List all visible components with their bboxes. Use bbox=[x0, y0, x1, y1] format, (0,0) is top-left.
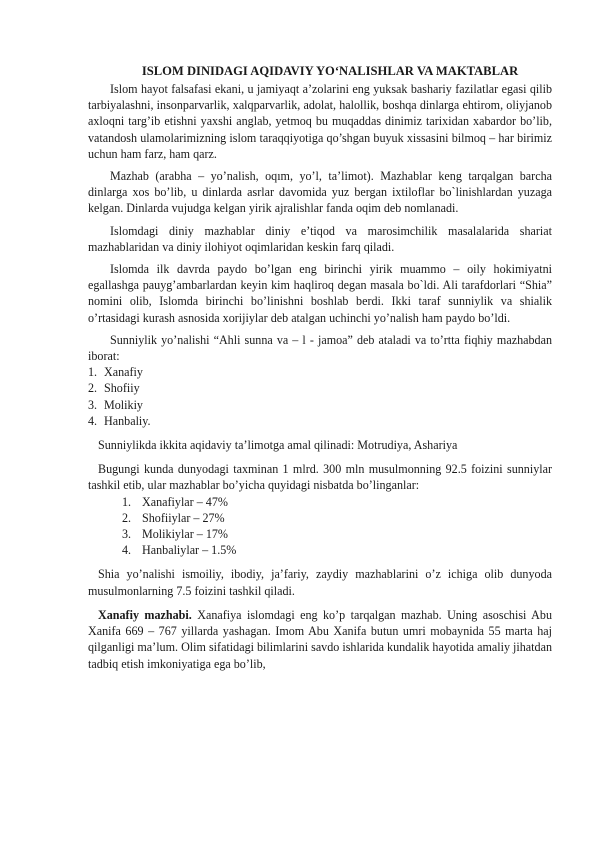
paragraph-first-division: Islomda ilk davrda paydo bo’lgan eng birinchi yirik muammo – oily hokimiyatni egallashga pauyg’ambarlardan keyin kim haqliroq degan masala bo`ldi. Ali tarafdorlari “Shia” nomini olib, Islomda birinchi bo’linishni boshlab berdi. Ikki taraf sunniylik va shialik o’rtasidagi kurash asnosida xorijiylar deb atalgan uchinchi yo’nalish ham paydo bo’ldi. bbox=[88, 262, 552, 325]
paragraph-shia: Shia yo’nalishi ismoiliy, ibodiy, ja’fariy, zaydiy mazhablarini o’z ichiga olib dunyoda musulmonlarning 7.5 foizini tashkil qiladi. bbox=[88, 567, 552, 598]
list-item: 3. Molikiylar – 17% bbox=[122, 527, 228, 542]
list-item: 4. Hanbaliylar – 1.5% bbox=[122, 543, 237, 558]
paragraph-mazhab-difference: Islomdagi diniy mazhablar diniy e’tiqod va marosimchilik masalalarida shariat mazhablaridan va diniy ilohiyot oqimlaridan keskin farq qiladi. bbox=[88, 223, 552, 254]
paragraph-hanafi: Xanafiy mazhabi. Xanafiya islomdagi eng ko’p tarqalgan mazhab. Uning asoschisi Abu Xanifa 669 – 767 yillarda yashagan. Imom Abu Xanifa butun umri mobaynida 55 marta haj qilganligi ma’lum. Olim sifatidagi bilimlarini savdo ishlarida kundalik hayotida amaliy jihatdan tadbiq etish imkoniyatiga ega bo’lib, bbox=[88, 607, 552, 671]
list-item: 2. Shofiiy bbox=[88, 381, 140, 396]
paragraph-sunni-intro: Sunniylik yo’nalishi “Ahli sunna va – l - jamoa” deb ataladi va to’rtta fiqhiy mazhabdan iborat: bbox=[88, 332, 552, 364]
paragraph-mazhab-definition: Mazhab (arabha – yo’nalish, oqım, yo’l, ta’limot). Mazhablar keng tarqalgan barcha dinlarga xos bo’lib, u dinlarda asrlar davomida yuz bergan ixtiloflar bo`linishlardan yuzaga kelgan. Dinlarda vujudga kelgan yirik ajralishlar fanda oqim deb nomlanadi. bbox=[88, 169, 552, 216]
paragraph-intro: Islom hayot falsafasi ekani, u jamiyaqt a’zolarini eng yuksak bashariy fazilatlar egasi qilib tarbiyalashni, insonparvarlik, xalqparvarlik, adolat, halollik, boshqa dinlarga ehtirom, oliyjanob axloqni targ’ib etishni yaxshi anglab, yetmoq bu muqaddas dinimiz tarixidan xabardor bo’lib, vatandosh ulamolarimizning islom taraqqiyotiga qo’shgan buyuk xissasini bilmoq – har birimiz uchun ham farz, ham qarz. bbox=[88, 82, 552, 161]
list-item: 4. Hanbaliy. bbox=[88, 413, 151, 428]
hanafi-heading: Xanafiy mazhabi. bbox=[98, 607, 192, 622]
document-title: ISLOM DINIDAGI AQIDAVIY YO‘NALISHLAR VA MAKTABLAR bbox=[141, 64, 519, 78]
list-item: 1. Xanafiylar – 47% bbox=[122, 494, 228, 509]
paragraph-aqida-teachings: Sunniylikda ikkita aqidaviy ta’limotga amal qilinadi: Motrudiya, Ashariya bbox=[98, 438, 458, 453]
sunni-mazhab-list bbox=[88, 364, 552, 429]
list-item: 2. Shofiiylar – 27% bbox=[122, 510, 225, 525]
paragraph-sunni-statistics: Bugungi kunda dunyodagi taxminan 1 mlrd. 300 mln musulmonning 92.5 foizini sunniylar tashkil etib, ular mazhablar bo’yicha quyidagi nisbatda bo’linganlar: bbox=[88, 462, 552, 493]
list-item: 3. Molikiy bbox=[88, 397, 143, 412]
list-item: 1. Xanafiy bbox=[88, 365, 143, 380]
mazhab-percent-list bbox=[88, 494, 552, 559]
